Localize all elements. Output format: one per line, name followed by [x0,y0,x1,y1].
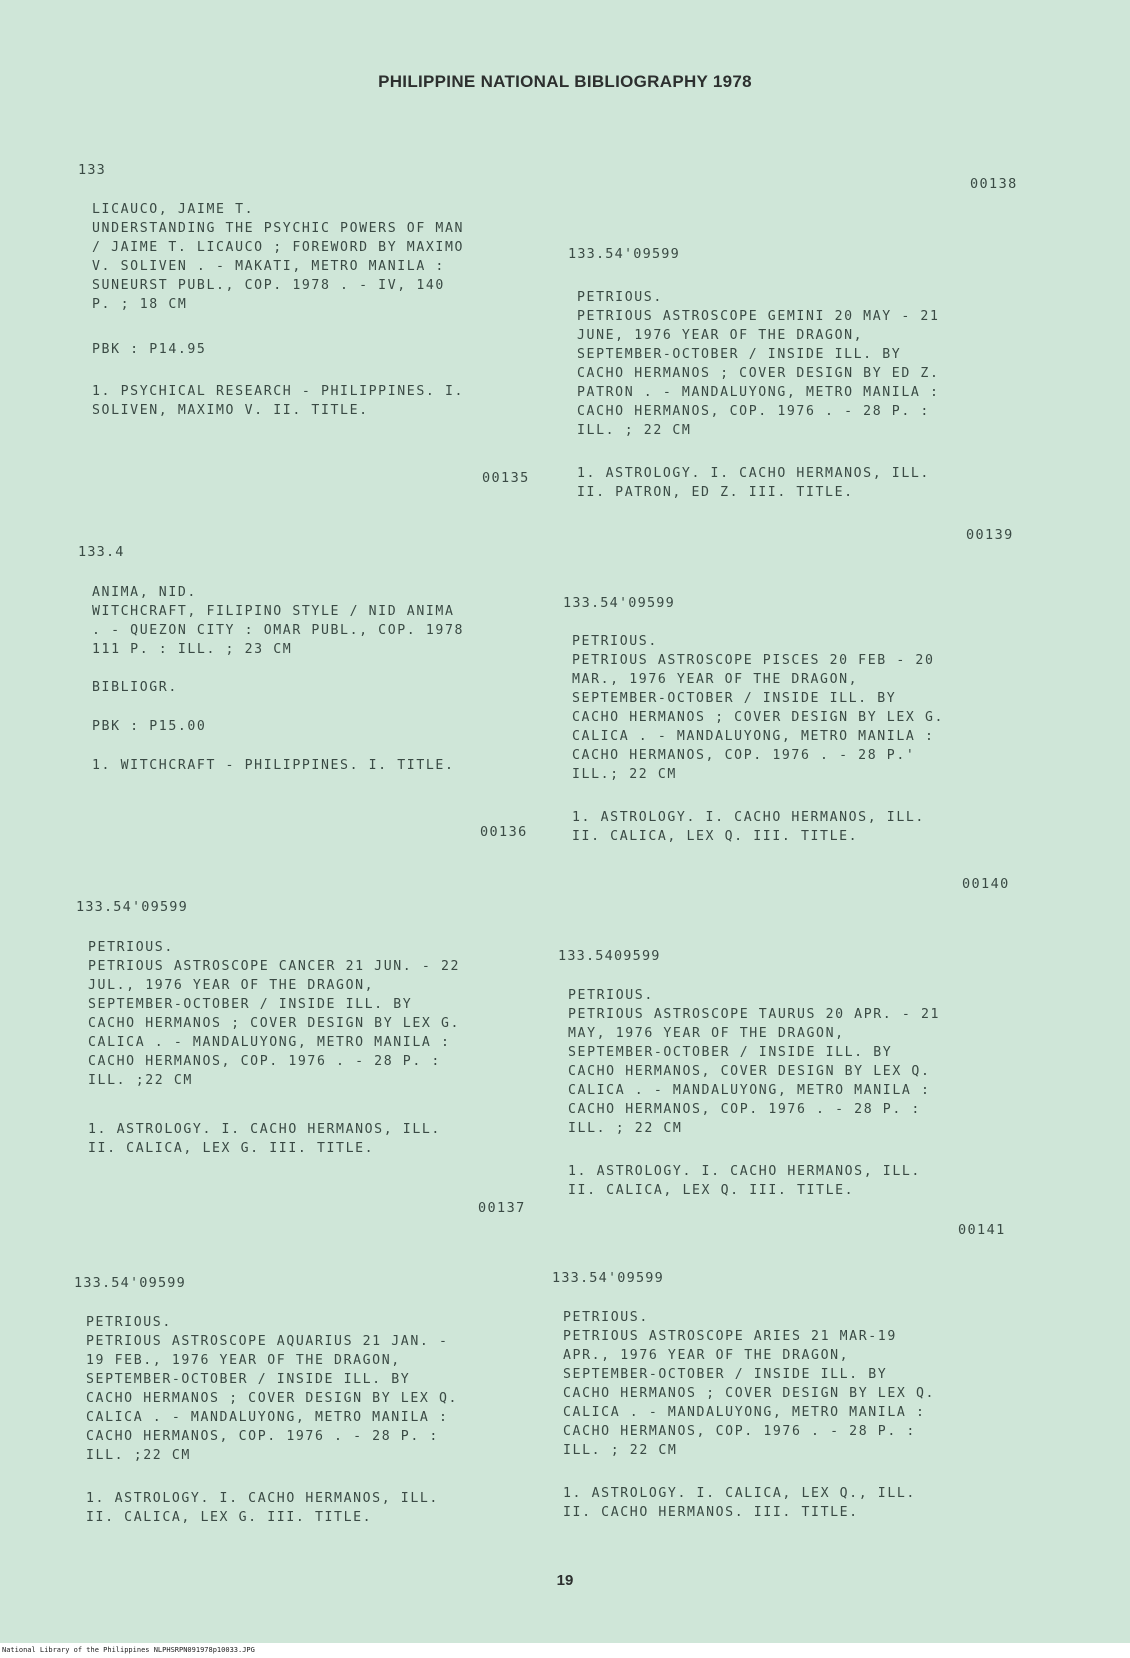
entry-tracings: 1. ASTROLOGY. I. CACHO HERMANOS, ILL. II. CALICA, LEX G. III. TITLE. [86,1491,439,1525]
entry-body: UNDERSTANDING THE PSYCHIC POWERS OF MAN / JAIME T. LICAUCO ; FOREWORD BY MAXIMO V. SOLIVEN . - MAKATI, METRO MANILA : SUNEURST PUBL., COP. 1978 . - IV, 140 P. ; 18 CM [92,221,465,312]
entry-number: 00138 [970,176,1018,192]
entry-number: 00139 [966,527,1014,543]
class-number: 133.54'09599 [74,1275,186,1291]
entry-tracings: 1. ASTROLOGY. I. CACHO HERMANOS, ILL. II. CALICA, LEX Q. III. TITLE. [572,810,925,844]
entry-body: PETRIOUS ASTROSCOPE CANCER 21 JUN. - 22 JUL., 1976 YEAR OF THE DRAGON, SEPTEMBER-OCTOBER / INSIDE ILL. BY CACHO HERMANOS ; COVER DESIGN BY LEX G. CALICA . - MANDALUYONG, METRO MANILA : CACHO HERMANOS, COP. 1976 . - 28 P. : ILL. ;22 CM [88,959,461,1088]
entry-tracings: 1. ASTROLOGY. I. CACHO HERMANOS, ILL. II. CALICA, LEX Q. III. TITLE. [568,1164,921,1198]
entry-heading: PETRIOUS. [577,290,663,305]
entry-body: PETRIOUS ASTROSCOPE AQUARIUS 21 JAN. - 19 FEB., 1976 YEAR OF THE DRAGON, SEPTEMBER-OCTOBER / INSIDE ILL. BY CACHO HERMANOS ; COVER DESIGN BY LEX Q. CALICA . - MANDALUYONG, METRO MANILA : CACHO HERMANOS, COP. 1976 . - 28 P. : ILL. ;22 CM [86,1334,459,1463]
entry-number: 00141 [958,1222,1006,1238]
scan-credit: National Library of the Philippines NLPHSRPN091978p10033.JPG [2,1646,255,1654]
entry-body: PETRIOUS ASTROSCOPE GEMINI 20 MAY - 21 JUNE, 1976 YEAR OF THE DRAGON, SEPTEMBER-OCTOBER / INSIDE ILL. BY CACHO HERMANOS ; COVER DESIGN BY ED Z. PATRON . - MANDALUYONG, METRO MANILA : CACHO HERMANOS, COP. 1976 . - 28 P. : ILL. ; 22 CM [577,309,940,438]
entry-body: WITCHCRAFT, FILIPINO STYLE / NID ANIMA . - QUEZON CITY : OMAR PUBL., COP. 1978 111 P. : ILL. ; 23 CM [92,604,465,657]
entry-tracings: 1. PSYCHICAL RESEARCH - PHILIPPINES. I. SOLIVEN, MAXIMO V. II. TITLE. [92,384,465,418]
entry-number: 00136 [480,824,528,840]
entry-body: PETRIOUS ASTROSCOPE PISCES 20 FEB - 20 MAR., 1976 YEAR OF THE DRAGON, SEPTEMBER-OCTOBER / INSIDE ILL. BY CACHO HERMANOS ; COVER DESIGN BY LEX G. CALICA . - MANDALUYONG, METRO MANILA : CACHO HERMANOS, COP. 1976 . - 28 P.' ILL.; 22 CM [572,653,945,782]
entry-heading: PETRIOUS. [88,940,174,955]
entry-number: 00135 [482,470,530,486]
class-number: 133.54'09599 [563,595,675,611]
entry-number: 00137 [478,1200,526,1216]
entry-note: BIBLIOGR. [92,680,178,695]
entry-number: 00140 [962,876,1010,892]
entry-heading: PETRIOUS. [568,988,654,1003]
entry-tracings: 1. WITCHCRAFT - PHILIPPINES. I. TITLE. [92,758,455,773]
class-number: 133.54'09599 [76,899,188,915]
entry-body: PETRIOUS ASTROSCOPE TAURUS 20 APR. - 21 MAY, 1976 YEAR OF THE DRAGON, SEPTEMBER-OCTOBER / INSIDE ILL. BY CACHO HERMANOS, COVER DESIGN BY LEX Q. CALICA . - MANDALUYONG, METRO MANILA : CACHO HERMANOS, COP. 1976 . - 28 P. : ILL. ; 22 CM [568,1007,941,1136]
class-number: 133.54'09599 [552,1270,664,1286]
class-number: 133.4 [78,544,125,560]
entry-tracings: 1. ASTROLOGY. I. CALICA, LEX Q., ILL. II. CACHO HERMANOS. III. TITLE. [563,1486,916,1520]
entry-heading: ANIMA, NID. [92,585,197,600]
class-number: 133.5409599 [558,948,661,964]
entry-heading: PETRIOUS. [563,1310,649,1325]
page-number: 19 [556,1572,574,1589]
entry-tracings: 1. ASTROLOGY. I. CACHO HERMANOS, ILL. II. CALICA, LEX G. III. TITLE. [88,1122,441,1156]
entry-price: PBK : P14.95 [92,342,207,357]
class-number: 133 [78,162,106,178]
page-title: PHILIPPINE NATIONAL BIBLIOGRAPHY 1978 [378,72,752,91]
class-number: 133.54'09599 [568,246,680,262]
entry-tracings: 1. ASTROLOGY. I. CACHO HERMANOS, ILL. II. PATRON, ED Z. III. TITLE. [577,466,930,500]
entry-heading: LICAUCO, JAIME T. [92,202,255,217]
entry-body: PETRIOUS ASTROSCOPE ARIES 21 MAR-19 APR., 1976 YEAR OF THE DRAGON, SEPTEMBER-OCTOBER / INSIDE ILL. BY CACHO HERMANOS ; COVER DESIGN BY LEX Q. CALICA . - MANDALUYONG, METRO MANILA : CACHO HERMANOS, COP. 1976 . - 28 P. : ILL. ; 22 CM [563,1329,936,1458]
entry-heading: PETRIOUS. [572,634,658,649]
entry-price: PBK : P15.00 [92,719,207,734]
entry-heading: PETRIOUS. [86,1315,172,1330]
